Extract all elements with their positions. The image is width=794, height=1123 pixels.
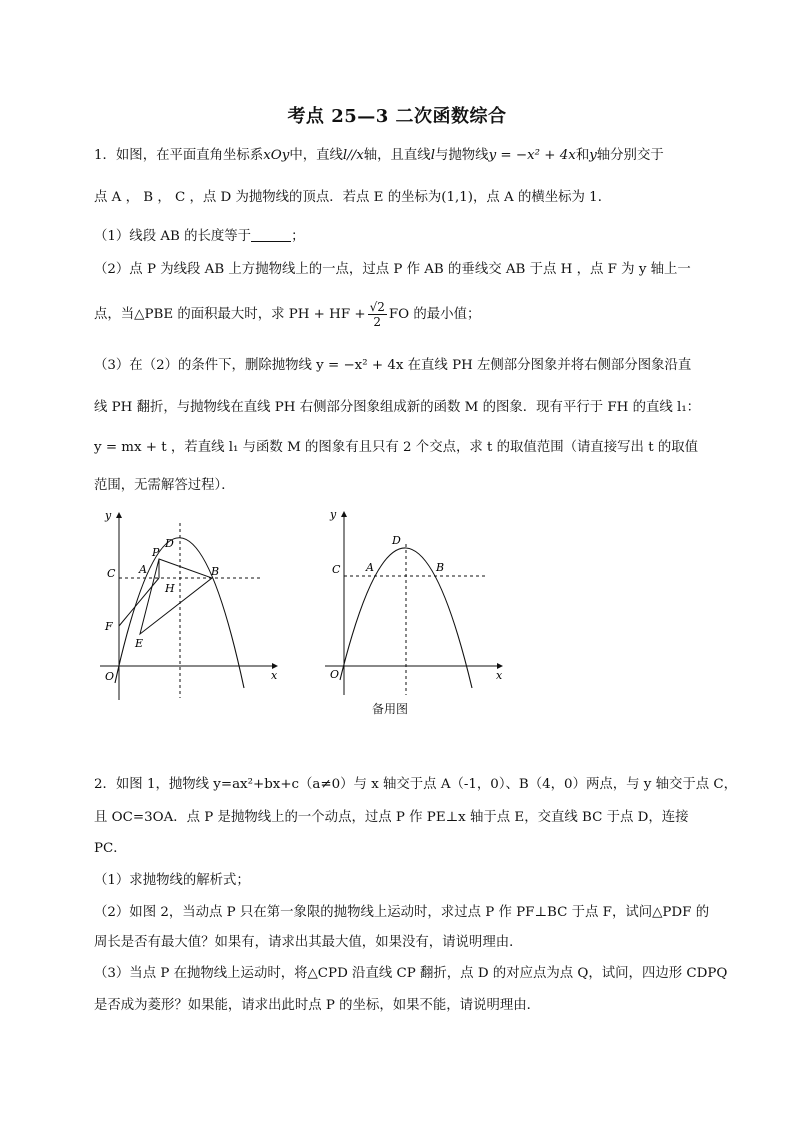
label-e: E (135, 637, 144, 650)
math: l (430, 148, 435, 163)
p1-q3-line-1: （3）在（2）的条件下，删除抛物线 y = −x² + 4x 在直线 PH 左侧部分图象并将右侧部分图象沿直 (94, 358, 692, 373)
label-f: F (105, 620, 113, 633)
text: 轴，且直线 (363, 148, 431, 163)
figure-2 (320, 500, 510, 700)
p2-q2-line-2: 周长是否有最大值？如果有，请求出其最大值，如果没有，请说明理由． (94, 935, 523, 950)
fraction-numerator: √2 (369, 300, 385, 314)
text: 和 (575, 148, 590, 163)
p2-q3-line-1: （3）当点 P 在抛物线上运动时，将△CPD 沿直线 CP 翻折，点 D 的对应点为点 Q，试问，四边形 CDPQ (94, 966, 728, 981)
p1-q2-line-1: （2）点 P 为线段 AB 上方抛物线上的一点，过点 P 作 AB 的垂线交 AB 于点 H ，点 F 为 y 轴上一 (94, 262, 691, 277)
label-y: y (330, 508, 337, 521)
p2-line-2: 且 OC=3OA．点 P 是抛物线上的一个动点，过点 P 作 PE⊥x 轴于点 E，交直线 BC 于点 D，连接 (94, 810, 689, 825)
label-x: x (496, 669, 503, 682)
math: y = −x² + 4x (488, 148, 576, 163)
p1-q3-line-3: y = mx + t ，若直线 l₁ 与函数 M 的图象有且只有 2 个交点，求 t 的取值范围（请直接写出 t 的取值 (94, 440, 699, 455)
label-b: B (436, 561, 445, 574)
math: xOy (263, 148, 290, 163)
fraction (368, 300, 387, 329)
p2-q2-line-1: （2）如图 2，当动点 P 只在第一象限的抛物线上运动时，求过点 P 作 PF⊥BC 于点 F，试问△PDF 的 (94, 905, 710, 920)
label-a: A (366, 561, 374, 574)
text: 轴分别交于 (596, 148, 664, 163)
p1-line-2: 点 A ， B ， C ，点 D 为抛物线的顶点．若点 E 的坐标为(1,1)，点 A 的横坐标为 1． (94, 190, 612, 205)
text: 中，直线 (289, 148, 343, 163)
math: y (589, 148, 597, 163)
text: （1）线段 AB 的长度等于 (94, 229, 252, 244)
p1-q3-line-4: 范围，无需解答过程）． (94, 478, 235, 493)
p1-q3-line-2: 线 PH 翻折，与抛物线在直线 PH 右侧部分图象组成新的函数 M 的图象．现有平行于 FH 的直线 l₁： (94, 400, 701, 415)
p1-q2-line-2 (94, 300, 480, 329)
label-c: C (107, 567, 116, 580)
text: 与抛物线 (435, 148, 489, 163)
p2-q1: （1）求抛物线的解析式； (94, 873, 250, 888)
text: 点，当△PBE 的面积最大时，求 PH + HF + (94, 307, 366, 322)
label-d: D (392, 534, 401, 547)
triangle-pbe (140, 559, 212, 634)
math: l//x (342, 148, 364, 163)
text: ； (291, 229, 305, 244)
p1-q1 (94, 227, 304, 247)
p2-q3-line-2: 是否成为菱形？如果能，请求出此时点 P 的坐标，如果不能，请说明理由． (94, 998, 541, 1013)
figure-2-caption: 备用图 (372, 702, 409, 716)
p2-line-1: 2．如图 1，抛物线 y=ax²+bx+c（a≠0）与 x 轴交于点 A（-1，0）、B（4，0）两点，与 y 轴交于点 C， (94, 777, 738, 792)
answer-blank (251, 227, 291, 242)
segment-hf (119, 578, 159, 626)
label-o: O (330, 668, 340, 681)
label-o: O (105, 670, 115, 683)
label-d: D (165, 537, 174, 550)
label-b: B (211, 565, 220, 578)
p1-line-1 (94, 146, 664, 166)
label-y: y (105, 509, 112, 522)
text: FO 的最小值； (388, 307, 481, 322)
figure-1 (95, 505, 285, 705)
label-c: C (332, 563, 341, 576)
fraction-denominator: 2 (373, 315, 382, 329)
label-p: P (152, 546, 160, 559)
page-title: 考点 25—3 二次函数综合 (287, 106, 507, 127)
label-a: A (139, 563, 147, 576)
text: 1．如图，在平面直角坐标系 (94, 148, 264, 163)
p2-line-3: PC． (94, 841, 127, 856)
label-h: H (165, 582, 175, 595)
label-x: x (271, 669, 278, 682)
